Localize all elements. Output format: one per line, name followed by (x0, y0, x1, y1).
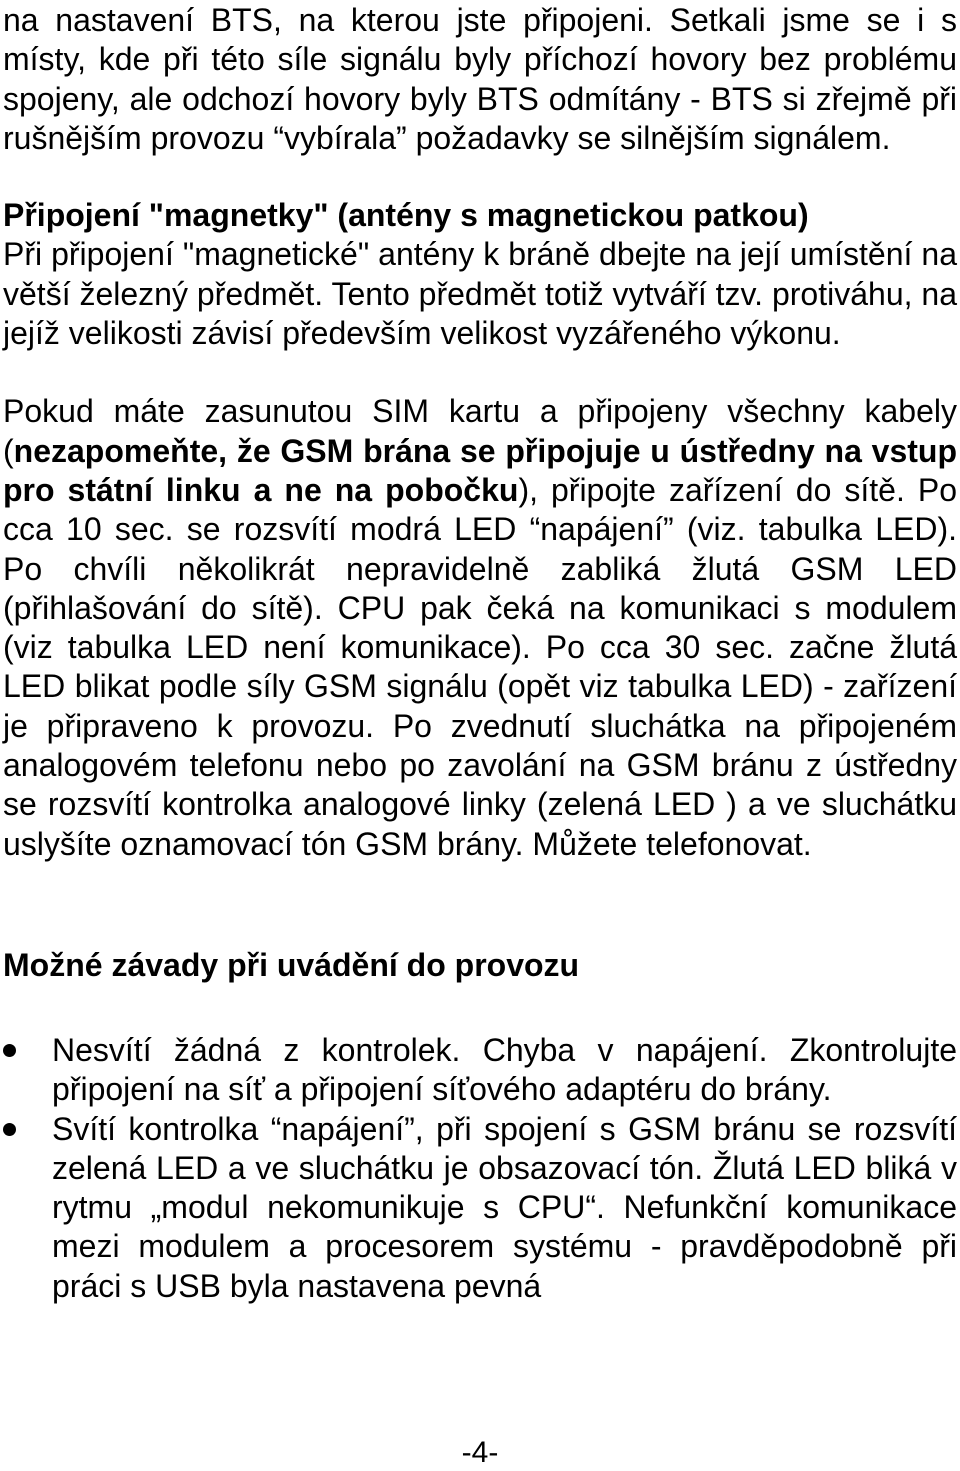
paragraph-startup (3, 392, 957, 864)
page-number: -4- (461, 1436, 499, 1469)
paragraph-bts-signal: na nastavení BTS, na kterou jste připojeni. Setkali jsme se i s místy, kde při této síle signálu byly příchozí hovory bez problému spojeny, ale odchozí hovory byly BTS odmítány - BTS si zřejmě při rušnějším provozu “vybírala” požadavky se silnějším signálem. (3, 2, 957, 156)
startup-warning-bold: nezapomeňte, že GSM brána se připojuje u ústředny na vstup pro státní linku a ne na pobočku (3, 432, 957, 508)
list-item-text: Nesvítí žádná z kontrolek. Chyba v napájení. Zkontrolujte připojení na síť a připojení síťového adaptéru do brány. (52, 1031, 957, 1108)
paragraph-magnetic-antenna (3, 196, 957, 353)
fault-list (3, 1031, 957, 1306)
bullet-icon (3, 1123, 16, 1136)
startup-text-1: Pokud máte zasunutou SIM kartu a připojeny všechny kabely ( (3, 393, 957, 469)
document-page (3, 1, 957, 1306)
list-item (3, 1031, 957, 1110)
startup-text-2: ), připojte zařízení do sítě. Po cca 10 sec. se rozsvítí modrá LED “napájení” (viz. tabulka LED). Po chvíli několikrát nepravidelně zabliká žlutá GSM LED (přihlašování do sítě). CPU pak čeká na komunikaci s modulem (viz tabulka LED není komunikace). Po cca 30 sec. začne žlutá LED blikat podle síly GSM signálu (opět viz tabulka LED) - zařízení je připraveno k provozu. Po zvednutí sluchátka na připojeném analogovém telefonu nebo po zavolání na GSM bránu z ústředny se rozsvítí kontrolka analogové linky (zelená LED ) a ve sluchátku uslyšíte oznamovací tón GSM brány. Můžete telefonovat. (3, 471, 958, 862)
subheading-magnetic-antenna: Připojení "magnetky" (antény s magnetickou patkou) (3, 197, 809, 234)
magnetic-antenna-text: Při připojení "magnetické" antény k bráně dbejte na její umístění na větší železný předmět. Tento předmět totiž vytváří tzv. protiváhu, na jejíž velikosti závisí především velikost vyzářeného výkonu. (3, 236, 957, 352)
list-item-text: Svítí kontrolka “napájení”, při spojení s GSM bránu se rozsvítí zelená LED a ve sluchátku je obsazovací tón. Žlutá LED bliká v rytmu „modul nekomunikuje s CPU“. Nefunkční komunikace mezi modulem a procesorem systému - pravděpodobně při práci s USB byla nastavena pevná (52, 1110, 957, 1304)
bullet-icon (3, 1044, 16, 1057)
section-title: Možné závady při uvádění do provozu (3, 946, 580, 983)
list-item (3, 1110, 957, 1306)
